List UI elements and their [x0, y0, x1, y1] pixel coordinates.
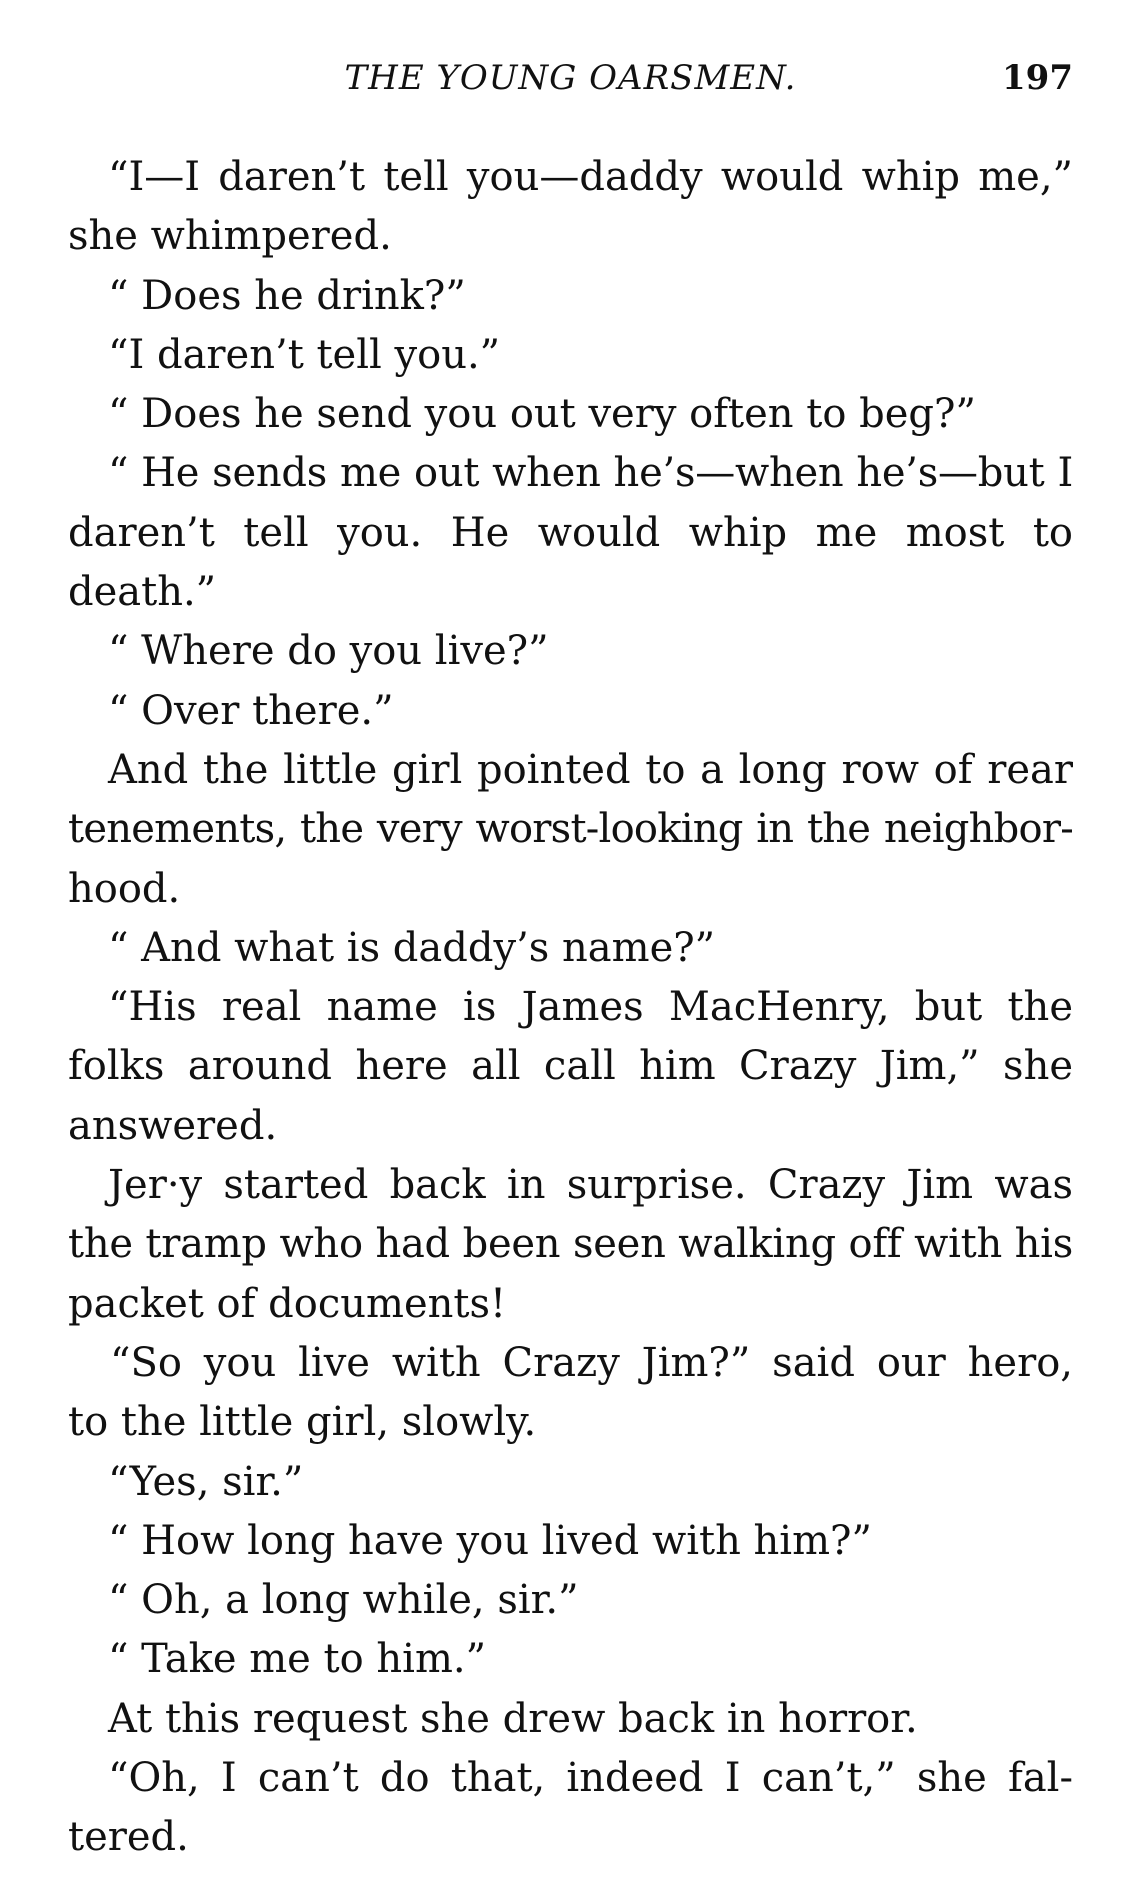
text-line: daren’t tell you. He would whip me most to — [68, 509, 1073, 556]
text-line: to the little girl, slowly. — [68, 1399, 537, 1446]
text-line: hood. — [68, 865, 181, 912]
page-header — [68, 58, 1073, 108]
text-line: “I daren’t tell you.” — [108, 331, 501, 378]
text-line: “ And what is daddy’s name?” — [108, 924, 716, 971]
text-line: she whimpered. — [68, 213, 392, 260]
text-line: “His real name is James MacHenry, but the — [108, 984, 1073, 1031]
text-line: “ Oh, a long while, sir.” — [108, 1577, 579, 1624]
text-line: And the little girl pointed to a long row of rear — [108, 746, 1073, 793]
text-line: answered. — [68, 1102, 278, 1149]
text-line: tered. — [68, 1814, 189, 1861]
text-line: “ He sends me out when he’s—when he’s—but I — [108, 450, 1073, 497]
text-line: “ Does he send you out very often to beg?” — [108, 391, 976, 438]
body-text — [68, 148, 1073, 1868]
text-line: “So you live with Crazy Jim?” said our hero, — [110, 1339, 1073, 1386]
text-line: Jer·y started back in surprise. Crazy Jim was — [108, 1162, 1073, 1209]
text-line: packet of documents! — [68, 1280, 507, 1327]
text-line: “ Where do you live?” — [108, 628, 549, 675]
text-line: the tramp who had been seen walking off with his — [68, 1221, 1073, 1268]
text-line: “ Take me to him.” — [108, 1636, 487, 1683]
running-title: THE YOUNG OARSMEN. — [344, 58, 797, 98]
text-line: “Oh, I can’t do that, indeed I can’t,” she fal- — [108, 1755, 1073, 1802]
text-line: At this request she drew back in horror. — [108, 1695, 918, 1742]
text-line: “ Does he drink?” — [108, 272, 466, 319]
text-line: tenements, the very worst-looking in the neighbor- — [68, 806, 1073, 853]
text-line: death.” — [68, 569, 217, 616]
text-line: “Yes, sir.” — [108, 1458, 304, 1505]
text-line: “ How long have you lived with him?” — [108, 1517, 872, 1564]
page-number: 197 — [1002, 58, 1073, 98]
text-line: folks around here all call him Crazy Jim,” she — [68, 1043, 1073, 1090]
text-line: “ Over there.” — [108, 687, 394, 734]
text-line: “I—I daren’t tell you—daddy would whip me,” — [108, 154, 1073, 200]
